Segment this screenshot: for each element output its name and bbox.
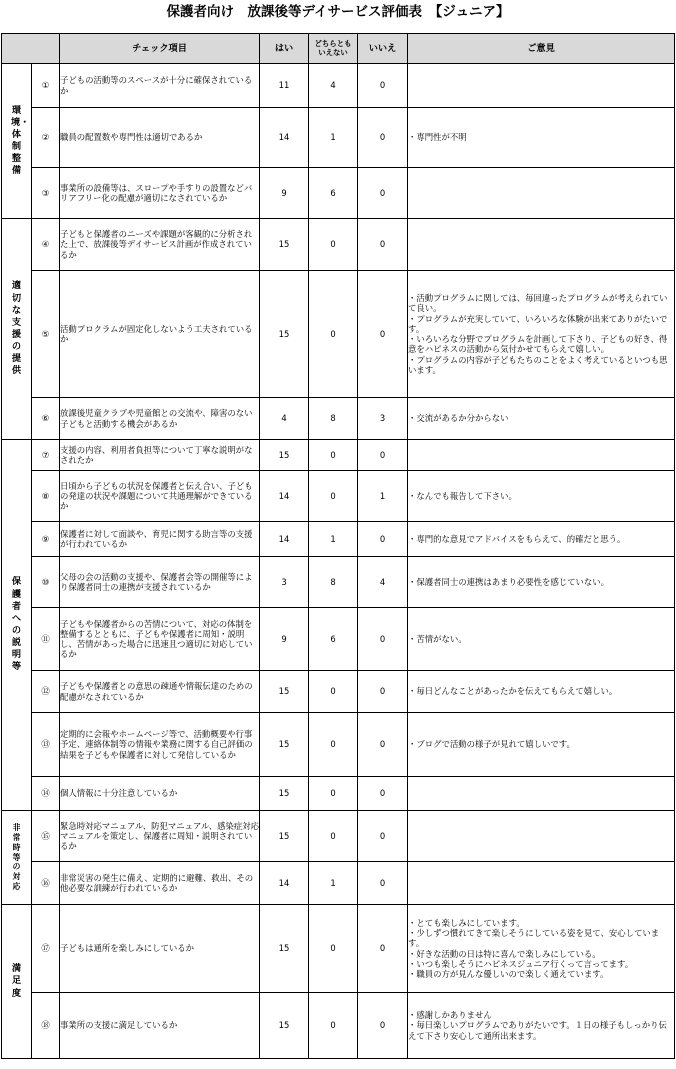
category-label: 環境・体制整備: [11, 104, 30, 177]
opinion-line: ・交流があるか分からない: [408, 413, 509, 424]
row-number: ⑮: [32, 811, 60, 862]
neither-count: 0: [309, 713, 358, 777]
opinion-line: ・専門性が不明: [408, 132, 467, 143]
check-item-text: 父母の会の活動の支援や、保護者会等の開催等により保護者同士の連携が支援されているか: [60, 557, 260, 608]
row-number: ⑩: [32, 557, 60, 608]
opinion-cell: [408, 64, 675, 108]
yes-count: 9: [260, 608, 309, 671]
no-count: 0: [358, 168, 408, 219]
yes-count: 4: [260, 398, 309, 440]
neither-count: 0: [309, 440, 358, 471]
check-item-text: 事業所の支援に満足しているか: [60, 993, 260, 1059]
check-item-text: 事業所の設備等は、スロープや手すりの設置などバリアフリー化の配慮が適切になされているか: [60, 168, 260, 219]
row-number: ④: [32, 219, 60, 271]
header-check-item: チェック項目: [60, 34, 260, 64]
table-row: [2, 905, 675, 993]
yes-count: 15: [260, 777, 309, 811]
yes-count: 15: [260, 811, 309, 862]
category-cell-satisfaction: [2, 905, 32, 1059]
row-number: ⑨: [32, 522, 60, 557]
opinion-cell: [408, 522, 675, 557]
opinion-cell: [408, 440, 675, 471]
opinion-cell: [408, 862, 675, 905]
neither-count: 0: [309, 993, 358, 1059]
neither-count: 4: [309, 64, 358, 108]
row-number: ⑪: [32, 608, 60, 671]
no-count: 0: [358, 219, 408, 271]
check-item-text: 子どもの活動等のスペースが十分に確保されているか: [60, 64, 260, 108]
no-count: 1: [358, 471, 408, 522]
table-row: [2, 777, 675, 811]
table-row: [2, 471, 675, 522]
row-number: ⑰: [32, 905, 60, 993]
no-count: 0: [358, 993, 408, 1059]
yes-count: 14: [260, 862, 309, 905]
category-cell-emergency: [2, 811, 32, 905]
table-row: [2, 168, 675, 219]
header-no: いいえ: [358, 34, 408, 64]
category-cell-service: [2, 219, 32, 440]
table-row: [2, 398, 675, 440]
neither-count: 1: [309, 108, 358, 168]
neither-count: 6: [309, 608, 358, 671]
row-number: ⑧: [32, 471, 60, 522]
neither-count: 0: [309, 811, 358, 862]
check-item-text: 子どもや保護者との意思の疎通や情報伝達のための配慮がなされているか: [60, 671, 260, 713]
no-count: 0: [358, 522, 408, 557]
table-row: [2, 64, 675, 108]
header-yes: はい: [260, 34, 309, 64]
opinion-line: ・感謝しかありません: [408, 1010, 492, 1021]
yes-count: 15: [260, 219, 309, 271]
category-cell-environment: [2, 64, 32, 219]
header-neither: [309, 34, 358, 64]
opinion-cell: [408, 671, 675, 713]
check-item-text: 非常災害の発生に備え、定期的に避難、救出、その他必要な訓練が行われているか: [60, 862, 260, 905]
check-item-text: 活動プロクラムが固定化しないよう工夫されているか: [60, 271, 260, 398]
header-blank: [2, 34, 60, 64]
check-item-text: 子どもと保護者のニーズや課題が客観的に分析された上で、放課後等デイサービス計画が作成されているか: [60, 219, 260, 271]
check-item-text: 子どもや保護者からの苦情について、対応の体制を整備するとともに、子どもや保護者に周知・説明し、苦情があった場合に迅速且つ適切に対応しているか: [60, 608, 260, 671]
row-number: ⑫: [32, 671, 60, 713]
check-item-text: 緊急時対応マニュアル、防犯マニュアル、感染症対応マニュアルを策定し、保護者に周知・説明されているか: [60, 811, 260, 862]
row-number: ⑭: [32, 777, 60, 811]
opinion-cell: [408, 168, 675, 219]
no-count: 0: [358, 713, 408, 777]
no-count: 0: [358, 671, 408, 713]
category-label: 適切な支援の提供: [11, 280, 22, 377]
no-count: 0: [358, 440, 408, 471]
opinion-line: ・好きな活動の日は特に喜んで楽しみにしている。: [408, 948, 601, 959]
no-count: 0: [358, 777, 408, 811]
category-label: 保護者への説明等: [11, 576, 22, 673]
no-count: 0: [358, 608, 408, 671]
opinion-line: ・毎日どんなことがあったかを伝えてもらえて嬉しい。: [408, 686, 618, 697]
no-count: 3: [358, 398, 408, 440]
category-cell-explanation: [2, 440, 32, 811]
opinion-line: ・活動プログラムに関しては、毎回違ったプログラムが考えられていて良い。: [408, 293, 668, 314]
check-item-text: 子どもは通所を楽しみにしているか: [60, 905, 260, 993]
opinion-line: ・なんでも報告して下さい。: [408, 490, 517, 501]
header-neither-line1: どちらとも: [314, 38, 352, 48]
neither-count: 0: [309, 777, 358, 811]
table-row: [2, 219, 675, 271]
check-item-text: 放課後児童クラブや児童館との交流や、障害のない子どもと活動する機会があるか: [60, 398, 260, 440]
row-number: ⑬: [32, 713, 60, 777]
neither-count: 8: [309, 398, 358, 440]
yes-count: 14: [260, 108, 309, 168]
table-row: [2, 557, 675, 608]
row-number: ⑯: [32, 862, 60, 905]
row-number: ⑱: [32, 993, 60, 1059]
check-item-text: 保護者に対して面談や、育児に関する助言等の支援が行われているか: [60, 522, 260, 557]
opinion-cell: [408, 608, 675, 671]
neither-count: 0: [309, 271, 358, 398]
opinion-cell: [408, 777, 675, 811]
opinion-line: ・専門的な意見でアドバイスをもらえて、的確だと思う。: [408, 533, 626, 544]
row-number: ②: [32, 108, 60, 168]
row-number: ⑦: [32, 440, 60, 471]
yes-count: 15: [260, 671, 309, 713]
opinion-cell: [408, 905, 675, 993]
table-row: [2, 522, 675, 557]
no-count: 0: [358, 108, 408, 168]
row-number: ①: [32, 64, 60, 108]
yes-count: 15: [260, 271, 309, 398]
page-title: 保護者向け 放課後等デイサービス評価表 【ジュニア】: [166, 4, 510, 20]
opinion-cell: [408, 471, 675, 522]
no-count: 0: [358, 862, 408, 905]
opinion-line: ・保護者同士の連携はあまり必要性を感じていない。: [408, 576, 609, 587]
table-row: [2, 108, 675, 168]
table-row: [2, 811, 675, 862]
opinion-cell: [408, 557, 675, 608]
header-opinion: ご意見: [408, 34, 675, 64]
no-count: 4: [358, 557, 408, 608]
yes-count: 15: [260, 713, 309, 777]
neither-count: 0: [309, 671, 358, 713]
table-row: [2, 713, 675, 777]
no-count: 0: [358, 64, 408, 108]
opinion-line: ・プログラムの内容が子どもたちのことをよく考えているといつも思います。: [408, 354, 668, 375]
neither-count: 1: [309, 862, 358, 905]
opinion-line: ・ブログで活動の様子が見れて嬉しいです。: [408, 739, 575, 750]
yes-count: 14: [260, 522, 309, 557]
check-item-text: 支援の内容、利用者負担等について丁寧な説明がなされたか: [60, 440, 260, 471]
yes-count: 15: [260, 993, 309, 1059]
opinion-cell: [408, 713, 675, 777]
yes-count: 14: [260, 471, 309, 522]
neither-count: 8: [309, 557, 358, 608]
opinion-line: ・とても楽しみにしています。: [408, 917, 525, 928]
yes-count: 3: [260, 557, 309, 608]
opinion-line: ・職員の方が見んな優しいので楽しく通えています。: [408, 969, 609, 979]
header-neither-line2: いえない: [318, 47, 348, 57]
neither-count: 1: [309, 522, 358, 557]
check-item-text: 日頃から子どもの状況を保護者と伝え合い、子どもの発達の状況や課題について共通理解ができているか: [60, 471, 260, 522]
yes-count: 15: [260, 905, 309, 993]
table-row: [2, 440, 675, 471]
opinion-line: ・苦情がない。: [408, 633, 467, 644]
opinion-cell: [408, 993, 675, 1059]
check-item-text: 個人情報に十分注意しているか: [60, 777, 260, 811]
opinion-cell: [408, 108, 675, 168]
check-item-text: 定期的に会報やホームページ等で、活動概要や行事予定、連絡体制等の情報や業務に関する自己評価の結果を子どもや保護者に対して発信しているか: [60, 713, 260, 777]
table-row: [2, 271, 675, 398]
category-label: 満足度: [11, 963, 22, 999]
yes-count: 9: [260, 168, 309, 219]
opinion-line: ・少しずつ慣れてきて楽しそうにしている姿を見て、安心しています。: [408, 928, 660, 949]
table-row: [2, 862, 675, 905]
header-row: [2, 34, 675, 64]
opinion-cell: [408, 271, 675, 398]
opinion-line: ・プログラムが充実していて、いろいろな体験が出来てありがたいです。: [408, 313, 668, 334]
opinion-cell: [408, 219, 675, 271]
yes-count: 15: [260, 440, 309, 471]
neither-count: 0: [309, 471, 358, 522]
row-number: ⑤: [32, 271, 60, 398]
category-label: 非常時等の対応: [12, 823, 21, 891]
no-count: 0: [358, 905, 408, 993]
table-row: [2, 671, 675, 713]
opinion-line: ・毎日楽しいプログラムでありがたいです。１日の様子もしっかり伝えて下さり安心して通所出来ます。: [408, 1020, 667, 1041]
table-row: [2, 993, 675, 1059]
check-item-text: 職員の配置数や専門性は適切であるか: [60, 108, 260, 168]
neither-count: 6: [309, 168, 358, 219]
table-row: [2, 608, 675, 671]
neither-count: 0: [309, 905, 358, 993]
opinion-cell: [408, 811, 675, 862]
no-count: 0: [358, 271, 408, 398]
row-number: ③: [32, 168, 60, 219]
opinion-cell: [408, 398, 675, 440]
no-count: 0: [358, 811, 408, 862]
opinion-line: ・いつも楽しそうにハピネスジュニア行くって言ってます。: [408, 958, 634, 969]
opinion-line: ・いろいろな分野でプログラムを計画して下さり、子どもの好き、得意をハピネスの活動から気付かせてもらえて嬉しい。: [408, 334, 668, 355]
row-number: ⑥: [32, 398, 60, 440]
evaluation-table: [1, 33, 675, 1059]
neither-count: 0: [309, 219, 358, 271]
yes-count: 11: [260, 64, 309, 108]
